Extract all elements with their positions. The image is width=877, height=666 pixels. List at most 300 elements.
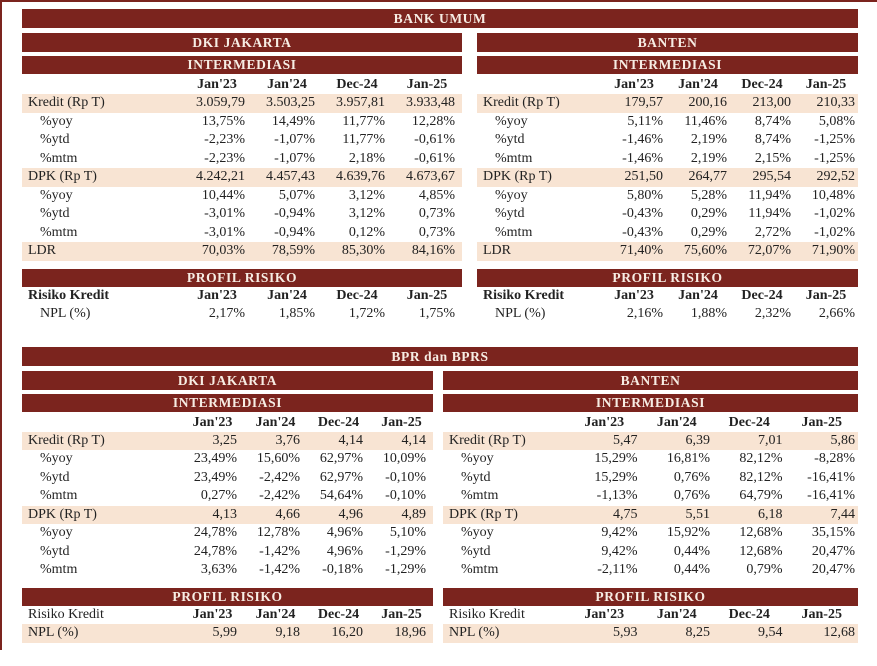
cell-value: 35,15% <box>811 525 855 540</box>
table-left-border <box>0 0 2 650</box>
report-content <box>22 9 858 643</box>
cell-value: 71,40% <box>619 243 663 258</box>
cell-value: 12,78% <box>256 525 300 540</box>
table-row <box>443 506 858 525</box>
table-row <box>477 150 858 169</box>
cell-value: 2,19% <box>690 132 727 147</box>
table-row <box>22 543 433 562</box>
cell-value: 10,48% <box>811 187 855 203</box>
cell-value: 75,60% <box>683 243 727 258</box>
row-label: %mtm <box>461 562 499 577</box>
row-label: %yoy <box>40 525 73 540</box>
cell-value: 10,44% <box>201 187 245 203</box>
row-label: Kredit (Rp T) <box>28 95 105 110</box>
column-header: Jan'24 <box>678 77 718 92</box>
cell-value: 4,14 <box>401 432 426 448</box>
cell-value: -1,25% <box>814 132 855 147</box>
column-header: Jan'23 <box>614 287 654 303</box>
cell-value: 4,75 <box>613 506 638 522</box>
cell-value: 0,29% <box>690 224 727 240</box>
cell-value: -3,01% <box>204 224 245 240</box>
row-label: %ytd <box>461 543 491 559</box>
cell-value: 5,07% <box>278 187 315 203</box>
column-header: Dec-24 <box>336 77 378 92</box>
cell-value: -1,29% <box>385 543 426 559</box>
npl-value: 5,99 <box>212 625 237 640</box>
cell-value: 14,49% <box>271 113 315 129</box>
table-bank-umum-dki-jakarta <box>22 33 462 324</box>
cell-value: 5,08% <box>818 113 855 129</box>
intermediasi-header: INTERMEDIASI <box>477 56 858 74</box>
table-row <box>443 487 858 506</box>
row-label-empty <box>22 413 181 432</box>
cell-value: 0,76% <box>673 469 710 485</box>
table-row <box>22 561 433 580</box>
section-title-bpr-bprs: BPR dan BPRS <box>22 347 858 366</box>
row-label: %yoy <box>40 113 73 129</box>
table-row <box>477 75 858 94</box>
column-header: Jan'23 <box>584 414 625 430</box>
npl-value: 1,72% <box>348 306 385 321</box>
cell-value: -0,10% <box>385 488 426 503</box>
npl-value: 1,75% <box>418 306 455 321</box>
cell-value: -1,07% <box>274 132 315 147</box>
column-header: Jan-25 <box>805 287 847 303</box>
cell-value: -1,02% <box>814 206 855 221</box>
cell-value: 3.503,25 <box>266 95 315 110</box>
row-label: %yoy <box>461 451 494 466</box>
row-label: Kredit (Rp T) <box>483 95 560 110</box>
row-label: %mtm <box>40 224 78 240</box>
table-row <box>477 94 858 113</box>
column-header: Jan'23 <box>192 606 233 622</box>
table-row <box>22 75 462 94</box>
column-header: Dec-24 <box>728 414 770 430</box>
cell-value: -0,43% <box>622 224 663 240</box>
cell-value: 12,68% <box>739 543 783 559</box>
cell-value: 2,19% <box>690 150 727 166</box>
table-row <box>443 413 858 432</box>
row-label: %ytd <box>40 543 70 559</box>
region-header: DKI JAKARTA <box>22 371 433 390</box>
row-label: %ytd <box>461 469 491 485</box>
cell-value: 4,96% <box>326 525 363 540</box>
column-header: Dec-24 <box>728 606 770 622</box>
cell-value: -3,01% <box>204 206 245 221</box>
profil-risiko-block <box>22 269 462 324</box>
cell-value: 11,46% <box>684 113 727 129</box>
cell-value: 2,18% <box>348 150 385 166</box>
row-label: %yoy <box>40 451 73 466</box>
column-header: Jan'24 <box>656 606 697 622</box>
cell-value: 4,14 <box>338 432 363 448</box>
npl-label: NPL (%) <box>28 625 79 640</box>
cell-value: 3,12% <box>348 206 385 221</box>
column-header: Dec-24 <box>317 414 360 430</box>
cell-value: 72,07% <box>747 243 791 258</box>
cell-value: 4,13 <box>212 506 237 522</box>
cell-value: 0,44% <box>673 562 710 577</box>
table-row <box>22 205 462 224</box>
npl-row <box>22 305 462 324</box>
column-header: Jan'23 <box>197 287 237 303</box>
cell-value: 9,42% <box>601 525 638 540</box>
cell-value: 12,68% <box>739 525 783 540</box>
profil-risiko-block <box>22 588 433 643</box>
cell-value: 4.639,76 <box>336 169 385 184</box>
npl-label: NPL (%) <box>40 306 91 321</box>
intermediasi-header: INTERMEDIASI <box>443 394 858 412</box>
table-row <box>22 131 462 150</box>
column-header: Dec-24 <box>336 287 378 303</box>
cell-value: 15,92% <box>666 525 710 540</box>
row-label: %mtm <box>461 488 499 503</box>
column-header: Jan-25 <box>381 606 422 622</box>
table-row <box>477 168 858 187</box>
cell-value: 5,47 <box>613 432 638 448</box>
row-label: %yoy <box>495 187 528 203</box>
npl-value: 2,32% <box>754 306 791 321</box>
cell-value: 10,09% <box>382 451 426 466</box>
cell-value: -0,61% <box>414 150 455 166</box>
table-row <box>443 469 858 488</box>
npl-label: NPL (%) <box>495 306 546 321</box>
cell-value: 6,39 <box>685 432 710 448</box>
cell-value: 3,63% <box>200 562 237 577</box>
cell-value: -0,94% <box>274 206 315 221</box>
region-header: DKI JAKARTA <box>22 33 462 52</box>
row-label-empty <box>443 413 568 432</box>
cell-value: 16,81% <box>666 451 710 466</box>
cell-value: 8,74% <box>754 113 791 129</box>
cell-value: -1,46% <box>622 150 663 166</box>
table-row <box>22 94 462 113</box>
row-label: %ytd <box>40 469 70 485</box>
cell-value: 5,10% <box>389 525 426 540</box>
cell-value: 84,16% <box>411 243 455 258</box>
section-bank-umum <box>22 9 858 324</box>
cell-value: 64,79% <box>739 488 783 503</box>
row-label: %ytd <box>495 132 525 147</box>
table-row <box>443 543 858 562</box>
column-header: Jan-25 <box>381 414 422 430</box>
cell-value: 0,73% <box>418 224 455 240</box>
row-label: Kredit (Rp T) <box>449 432 526 448</box>
cell-value: -1,46% <box>622 132 663 147</box>
cell-value: 3,76 <box>275 432 300 448</box>
cell-value: 8,74% <box>754 132 791 147</box>
table-row <box>22 524 433 543</box>
cell-value: 7,01 <box>758 432 783 448</box>
risiko-kredit-label: Risiko Kredit <box>449 606 525 622</box>
row-label: LDR <box>483 243 511 258</box>
cell-value: -2,42% <box>259 488 300 503</box>
cell-value: 85,30% <box>341 243 385 258</box>
cell-value: -0,94% <box>274 224 315 240</box>
cell-value: 4.457,43 <box>266 169 315 184</box>
profil-risiko-block <box>443 588 858 643</box>
row-label: %yoy <box>495 113 528 129</box>
npl-label: NPL (%) <box>449 625 500 640</box>
npl-value: 9,18 <box>275 625 300 640</box>
row-label: %mtm <box>40 150 78 166</box>
risiko-kredit-header-row <box>443 606 858 625</box>
table-row <box>22 187 462 206</box>
profil-risiko-header: PROFIL RISIKO <box>477 269 858 287</box>
cell-value: 0,27% <box>200 488 237 503</box>
column-header: Dec-24 <box>741 287 783 303</box>
cell-value: 24,78% <box>193 525 237 540</box>
table-row <box>477 224 858 243</box>
cell-value: 11,77% <box>342 132 385 147</box>
npl-value: 9,54 <box>758 625 783 640</box>
column-header: Dec-24 <box>741 77 783 92</box>
cell-value: -1,02% <box>814 224 855 240</box>
cell-value: 82,12% <box>739 451 783 466</box>
risiko-kredit-label: Risiko Kredit <box>28 287 110 303</box>
npl-row <box>477 305 858 324</box>
cell-value: 2,72% <box>754 224 791 240</box>
cell-value: 7,44 <box>830 506 855 522</box>
cell-value: 179,57 <box>624 95 663 110</box>
cell-value: 4,89 <box>401 506 426 522</box>
cell-value: 82,12% <box>739 469 783 485</box>
npl-row <box>443 624 858 643</box>
column-header: Jan'24 <box>255 606 296 622</box>
npl-value: 5,93 <box>613 625 638 640</box>
cell-value: -1,42% <box>259 562 300 577</box>
cell-value: -1,29% <box>385 562 426 577</box>
cell-value: 2,15% <box>754 150 791 166</box>
column-header: Jan'24 <box>255 414 296 430</box>
npl-value: 12,68 <box>823 625 855 640</box>
table-row <box>443 432 858 451</box>
cell-value: 0,76% <box>673 488 710 503</box>
npl-row <box>22 624 433 643</box>
cell-value: -2,42% <box>259 469 300 485</box>
cell-value: 0,12% <box>348 224 385 240</box>
cell-value: -2,23% <box>204 132 245 147</box>
cell-value: -1,13% <box>596 488 638 503</box>
cell-value: -16,41% <box>807 488 855 503</box>
profil-risiko-block <box>477 269 858 324</box>
row-label: %ytd <box>495 206 525 221</box>
row-label: %mtm <box>495 150 533 166</box>
table-row <box>22 168 462 187</box>
cell-value: -2,11% <box>597 562 638 577</box>
cell-value: 5,86 <box>830 432 855 448</box>
row-label: Kredit (Rp T) <box>28 432 105 448</box>
cell-value: 3.059,79 <box>196 95 245 110</box>
cell-value: 264,77 <box>688 169 727 184</box>
column-header: Jan-25 <box>805 77 847 92</box>
profil-risiko-header: PROFIL RISIKO <box>22 269 462 287</box>
cell-value: 11,94% <box>748 187 791 203</box>
cell-value: 11,77% <box>342 113 385 129</box>
table-row <box>477 205 858 224</box>
cell-value: 23,49% <box>193 451 237 466</box>
cell-value: 20,47% <box>811 562 855 577</box>
table-bpr-dki-jakarta <box>22 371 433 643</box>
cell-value: 3.957,81 <box>336 95 385 110</box>
cell-value: 251,50 <box>624 169 663 184</box>
column-header: Jan-25 <box>801 606 842 622</box>
section-bpr-bprs <box>22 347 858 643</box>
npl-value: 8,25 <box>685 625 710 640</box>
cell-value: 20,47% <box>811 543 855 559</box>
cell-value: 292,52 <box>816 169 855 184</box>
cell-value: 5,28% <box>690 187 727 203</box>
table-row <box>443 524 858 543</box>
bank-umum-tables <box>22 33 858 324</box>
npl-value: 16,20 <box>331 625 363 640</box>
row-label: %ytd <box>40 206 70 221</box>
column-header: Jan'24 <box>267 287 307 303</box>
bpr-bprs-tables <box>22 371 858 643</box>
column-header: Jan'24 <box>267 77 307 92</box>
row-label: LDR <box>28 243 56 258</box>
table-row <box>22 224 462 243</box>
column-header: Jan'23 <box>614 77 654 92</box>
cell-value: 5,11% <box>627 113 663 129</box>
row-label: DPK (Rp T) <box>449 506 518 522</box>
cell-value: -1,25% <box>814 150 855 166</box>
row-label: DPK (Rp T) <box>28 169 97 184</box>
npl-value: 1,88% <box>690 306 727 321</box>
row-label: %yoy <box>461 525 494 540</box>
cell-value: 3,12% <box>348 187 385 203</box>
cell-value: 15,29% <box>594 469 638 485</box>
cell-value: 0,73% <box>418 206 455 221</box>
cell-value: 0,44% <box>673 543 710 559</box>
row-label: %ytd <box>40 132 70 147</box>
risiko-kredit-header-row <box>477 287 858 306</box>
table-row <box>443 561 858 580</box>
intermediasi-header: INTERMEDIASI <box>22 394 433 412</box>
cell-value: -0,61% <box>414 132 455 147</box>
table-row <box>22 113 462 132</box>
profil-risiko-header: PROFIL RISIKO <box>443 588 858 606</box>
table-row <box>22 150 462 169</box>
table-row <box>477 187 858 206</box>
cell-value: 15,60% <box>256 451 300 466</box>
cell-value: 13,75% <box>201 113 245 129</box>
risiko-kredit-header-row <box>22 287 462 306</box>
cell-value: 4.673,67 <box>406 169 455 184</box>
column-header: Jan-25 <box>406 287 448 303</box>
row-label-empty <box>22 75 182 94</box>
cell-value: 15,29% <box>594 451 638 466</box>
cell-value: 295,54 <box>752 169 791 184</box>
cell-value: 62,97% <box>319 469 363 485</box>
row-label: %yoy <box>40 187 73 203</box>
row-label: DPK (Rp T) <box>28 506 97 522</box>
cell-value: 5,51 <box>685 506 710 522</box>
cell-value: 54,64% <box>319 488 363 503</box>
cell-value: 11,94% <box>748 206 791 221</box>
column-header: Jan-25 <box>406 77 448 92</box>
column-header: Jan'24 <box>656 414 697 430</box>
npl-value: 2,66% <box>818 306 855 321</box>
cell-value: 9,42% <box>601 543 638 559</box>
table-bpr-banten <box>443 371 858 643</box>
table-row <box>22 432 433 451</box>
cell-value: -2,23% <box>204 150 245 166</box>
cell-value: 4,96% <box>326 543 363 559</box>
table-bank-umum-banten <box>477 33 858 324</box>
row-label: DPK (Rp T) <box>483 169 552 184</box>
risiko-kredit-header-row <box>22 606 433 625</box>
row-label: %mtm <box>495 224 533 240</box>
cell-value: 5,80% <box>626 187 663 203</box>
cell-value: -8,28% <box>814 451 855 466</box>
cell-value: 3.933,48 <box>406 95 455 110</box>
intermediasi-header: INTERMEDIASI <box>22 56 462 74</box>
column-header: Jan-25 <box>801 414 842 430</box>
cell-value: 4,66 <box>275 506 300 522</box>
table-row <box>477 242 858 261</box>
column-header: Jan'24 <box>678 287 718 303</box>
table-row <box>443 450 858 469</box>
cell-value: 78,59% <box>271 243 315 258</box>
cell-value: 200,16 <box>688 95 727 110</box>
npl-value: 1,85% <box>278 306 315 321</box>
table-row <box>22 469 433 488</box>
row-label: %mtm <box>40 488 78 503</box>
table-row <box>477 113 858 132</box>
cell-value: 3,25 <box>212 432 237 448</box>
npl-value: 2,16% <box>626 306 663 321</box>
cell-value: 213,00 <box>752 95 791 110</box>
column-header: Jan'23 <box>192 414 233 430</box>
table-row <box>22 242 462 261</box>
cell-value: 4.242,21 <box>196 169 245 184</box>
table-row <box>22 506 433 525</box>
cell-value: 6,18 <box>758 506 783 522</box>
cell-value: 24,78% <box>193 543 237 559</box>
cell-value: 70,03% <box>201 243 245 258</box>
row-label-empty <box>477 75 602 94</box>
section-title-bank-umum: BANK UMUM <box>22 9 858 28</box>
risiko-kredit-label: Risiko Kredit <box>28 606 104 622</box>
column-header: Dec-24 <box>317 606 360 622</box>
cell-value: 71,90% <box>811 243 855 258</box>
cell-value: 23,49% <box>193 469 237 485</box>
cell-value: 210,33 <box>816 95 855 110</box>
column-header: Jan'23 <box>584 606 625 622</box>
cell-value: 12,28% <box>411 113 455 129</box>
cell-value: -1,42% <box>259 543 300 559</box>
cell-value: -0,18% <box>322 562 363 577</box>
cell-value: 62,97% <box>319 451 363 466</box>
cell-value: 0,29% <box>690 206 727 221</box>
row-label: %mtm <box>40 562 78 577</box>
cell-value: -1,07% <box>274 150 315 166</box>
table-row <box>477 131 858 150</box>
cell-value: -0,43% <box>622 206 663 221</box>
npl-value: 18,96 <box>394 625 426 640</box>
column-header: Jan'23 <box>197 77 237 92</box>
cell-value: -0,10% <box>385 469 426 485</box>
cell-value: 4,96 <box>338 506 363 522</box>
table-top-border <box>0 0 877 2</box>
region-header: BANTEN <box>477 33 858 52</box>
table-row <box>22 450 433 469</box>
table-row <box>22 413 433 432</box>
npl-value: 2,17% <box>208 306 245 321</box>
profil-risiko-header: PROFIL RISIKO <box>22 588 433 606</box>
cell-value: -16,41% <box>807 469 855 485</box>
